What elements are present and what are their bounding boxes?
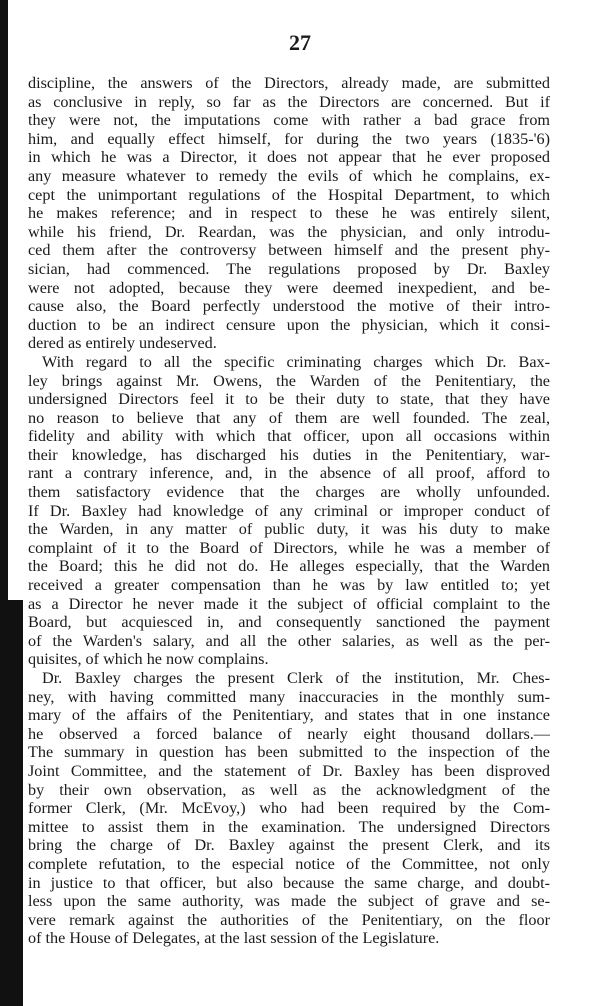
text-line: by their own observation, as well as the acknowledgment of the [28, 780, 550, 799]
text-line: discipline, the answers of the Directors, already made, are submitted [28, 74, 550, 92]
text-line: any measure whatever to remedy the evils of which he complains, ex- [28, 166, 550, 185]
text-line: cept the unimportant regulations of the Hospital Department, to which [28, 185, 550, 204]
text-line: mary of the affairs of the Penitentiary, and states that in one instance [28, 706, 550, 725]
text-line: complaint of it to the Board of Directors, while he was a member of [28, 538, 550, 557]
text-line: complete refutation, to the especial notice of the Committee, not only [28, 854, 550, 873]
text-line: of the Warden's salary, and all the other salaries, as well as the per- [28, 631, 550, 650]
text-line: in which he was a Director, it does not appear that he ever proposed [28, 148, 550, 167]
text-line: the Board; this he did not do. He alleges especially, that the Warden [28, 557, 550, 576]
text-line: former Clerk, (Mr. McEvoy,) who had been required by the Com- [28, 799, 550, 818]
text-line: less upon the same authority, was made the subject of grave and se- [28, 892, 550, 911]
text-line: the Warden, in any matter of public duty, it was his duty to make [28, 520, 550, 539]
text-line: duction to be an indirect censure upon the physician, which it consi- [28, 315, 550, 334]
text-line: were not adopted, because they were deemed inexpedient, and be- [28, 278, 550, 297]
text-line: vere remark against the authorities of the Penitentiary, on the floor [28, 910, 550, 929]
text-line: Joint Committee, and the statement of Dr. Baxley has been disproved [28, 761, 550, 780]
text-line: With regard to all the specific criminating charges which Dr. Bax- [42, 352, 550, 371]
text-line: he makes reference; and in respect to these he was entirely silent, [28, 204, 550, 223]
text-line: while his friend, Dr. Reardan, was the physician, and only introdu- [28, 222, 550, 241]
paragraph [28, 669, 550, 948]
text-line: ney, with having committed many inaccuracies in the monthly sum- [28, 687, 550, 706]
paragraph [28, 353, 550, 669]
text-line: bring the charge of Dr. Baxley against the present Clerk, and its [28, 836, 550, 855]
scan-edge-shadow-lower [0, 600, 23, 1006]
text-line: undersigned Directors feel it to be their duty to state, that they have [28, 390, 550, 409]
text-line: ced them after the controversy between himself and the present phy- [28, 241, 550, 260]
text-line: as conclusive in reply, so far as the Directors are concerned. But if [28, 92, 550, 111]
text-line: of the House of Delegates, at the last session of the Legislature. [28, 929, 440, 948]
scan-edge-shadow [0, 0, 8, 600]
text-line: received a greater compensation than he was by law entitled to; yet [28, 576, 550, 595]
text-line: them satisfactory evidence that the charges are wholly unfounded. [28, 483, 550, 502]
text-line: Dr. Baxley charges the present Clerk of the institution, Mr. Ches- [42, 669, 550, 687]
text-line: The summary in question has been submitted to the inspection of the [28, 743, 550, 762]
text-line: him, and equally effect himself, for during the two years (1835-'6) [28, 129, 550, 148]
text-line: mittee to assist them in the examination. The undersigned Directors [28, 817, 550, 836]
text-line: Board, but acquiesced in, and consequently sanctioned the payment [28, 613, 550, 632]
text-line: ley brings against Mr. Owens, the Warden of the Penitentiary, the [28, 371, 550, 390]
text-line: their knowledge, has discharged his duties in the Penitentiary, war- [28, 445, 550, 464]
text-line: dered as entirely undeserved. [28, 334, 217, 353]
text-line: he observed a forced balance of nearly eight thousand dollars.— [28, 724, 550, 743]
text-line: they were not, the imputations come with rather a bad grace from [28, 111, 550, 130]
text-line: in justice to that officer, but also because the same charge, and doubt- [28, 873, 550, 892]
body-text [28, 74, 550, 948]
text-line: rant a contrary inference, and, in the absence of all proof, afford to [28, 464, 550, 483]
text-line: quisites, of which he now complains. [28, 650, 269, 669]
text-line: cause also, the Board perfectly understood the motive of their intro- [28, 297, 550, 316]
text-line: no reason to believe that any of them are well founded. The zeal, [28, 408, 550, 427]
text-line: sician, had commenced. The regulations proposed by Dr. Baxley [28, 259, 550, 278]
paragraph [28, 74, 550, 353]
text-line: If Dr. Baxley had knowledge of any criminal or improper conduct of [28, 501, 550, 520]
text-line: as a Director he never made it the subject of official complaint to the [28, 594, 550, 613]
text-line: fidelity and ability with which that officer, upon all occasions within [28, 427, 550, 446]
page-number: 27 [289, 30, 311, 55]
